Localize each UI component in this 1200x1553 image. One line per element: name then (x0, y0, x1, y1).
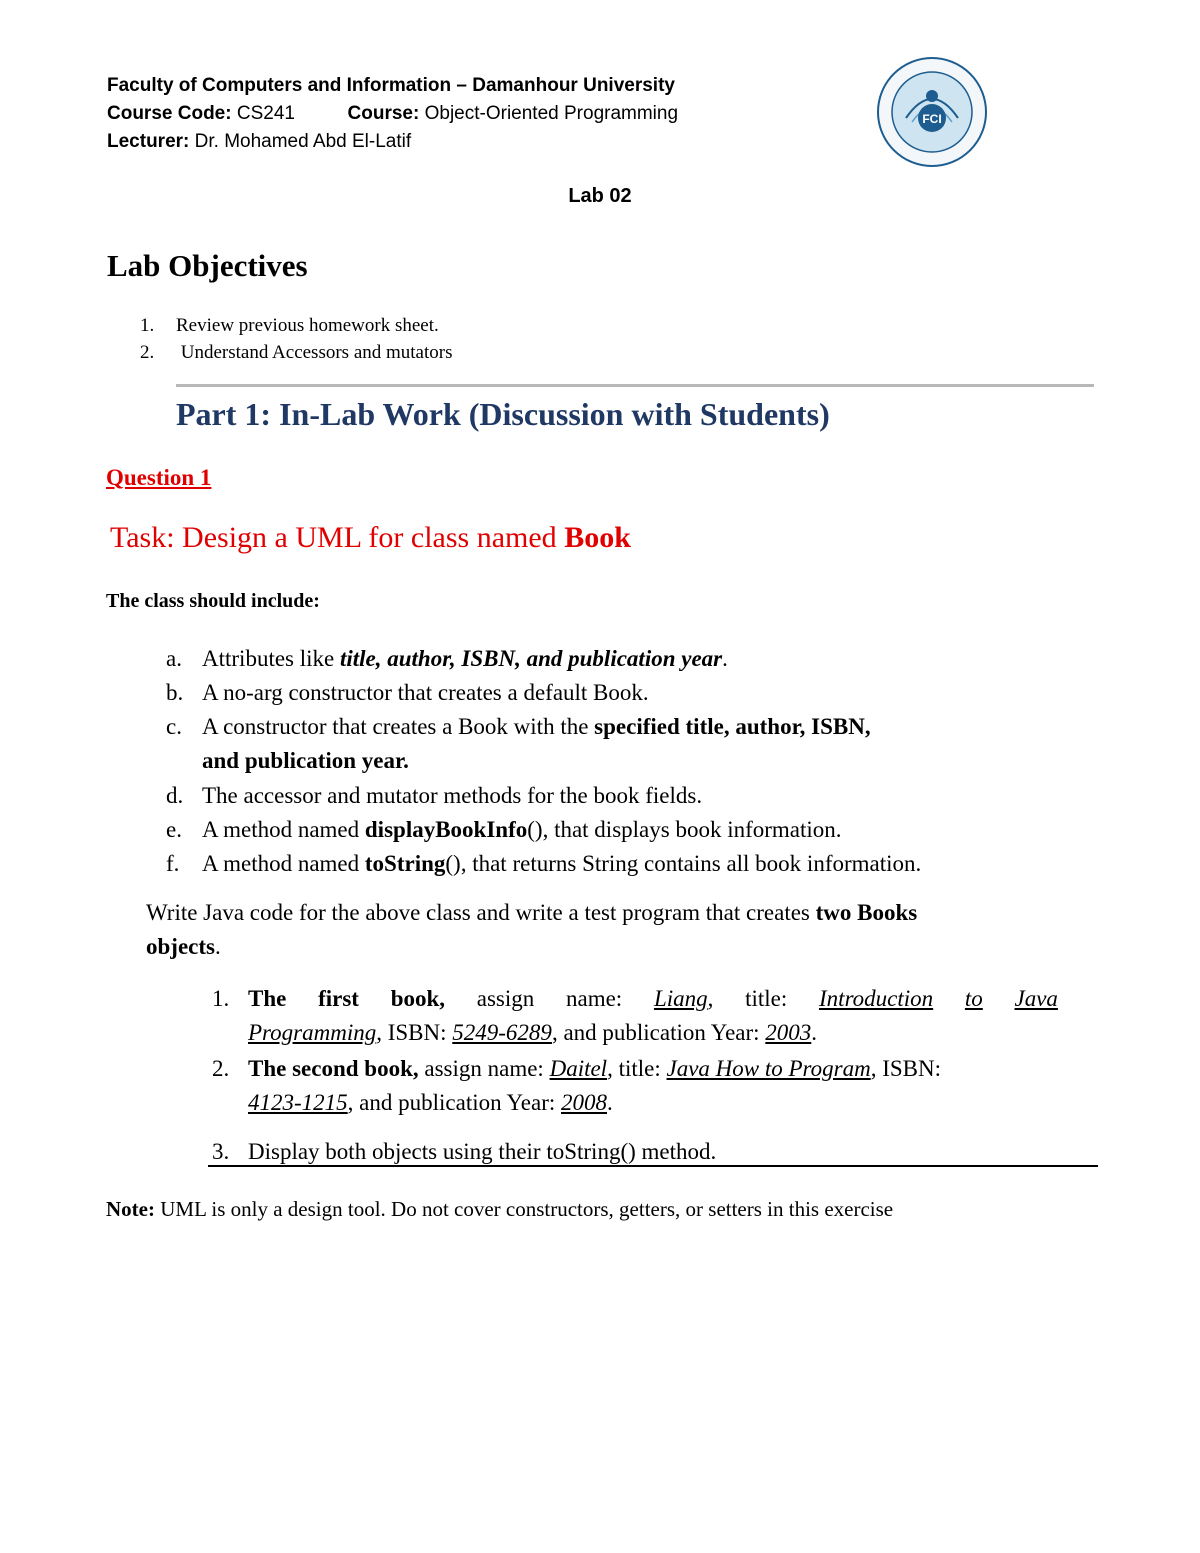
book-title-word: Java (1014, 986, 1058, 1011)
book-word: assign (476, 986, 535, 1011)
display-instruction: Display both objects using their toString() method. (248, 1139, 717, 1164)
list-marker: c. (166, 714, 182, 739)
course-line (107, 102, 678, 126)
requirement-emphasis: title, author, ISBN, and publication year (339, 646, 723, 671)
book-number: 1. (212, 986, 230, 1011)
task-statement (110, 521, 631, 555)
lecturer-label: Lecturer: (107, 131, 190, 152)
question-title: Question 1 (106, 465, 212, 490)
book-item-second (212, 1054, 941, 1084)
bottom-rule (208, 1165, 1098, 1167)
write-instruction-continued (146, 932, 221, 962)
include-intro: The class should include: (106, 590, 320, 612)
book-lead: The second book, (248, 1056, 419, 1081)
requirement-item (166, 815, 842, 845)
lecturer-name: Dr. Mohamed Abd El-Latif (194, 131, 412, 152)
book-punct: , (707, 986, 714, 1011)
objective-item (140, 342, 453, 364)
method-name: displayBookInfo (364, 817, 528, 842)
objective-text: Review previous homework sheet. (176, 315, 439, 336)
book-word: book, (390, 986, 446, 1011)
course-code: CS241 (236, 103, 295, 124)
course-label: Course: (347, 103, 420, 124)
year-label: , and publication Year: (551, 1020, 766, 1045)
book-word: The (248, 986, 287, 1011)
requirement-item (166, 849, 921, 879)
section-divider (176, 384, 1094, 387)
requirement-item (166, 644, 728, 674)
requirement-text: The accessor and mutator methods for the book fields. (202, 783, 703, 808)
requirement-text: A constructor that creates a Book with the (202, 714, 595, 739)
lab-title: Lab 02 (568, 185, 632, 207)
book-title-word: Introduction (819, 986, 934, 1011)
list-marker: b. (166, 680, 184, 705)
fci-logo (876, 56, 988, 168)
write-end: . (214, 934, 221, 959)
write-text: Write Java code for the above class and write a test program that creates (146, 900, 816, 925)
requirement-continuation (202, 746, 409, 776)
year-label: , and publication Year: (347, 1090, 562, 1115)
requirement-text: A method named (202, 851, 365, 876)
title-label: , title: (607, 1056, 667, 1081)
book-punct: . (811, 1020, 818, 1045)
method-name: toString (364, 851, 446, 876)
write-bold: objects (146, 934, 215, 959)
requirement-bold: and publication year. (202, 748, 409, 773)
book-isbn: 5249-6289 (452, 1020, 552, 1045)
task-prefix: Task: Design a UML for class named (110, 521, 565, 554)
book-title-word: Programming (248, 1020, 377, 1045)
objective-item (140, 315, 439, 337)
book-number: 3. (212, 1139, 230, 1164)
book-item-first-continued (248, 1018, 817, 1048)
requirement-end: . (722, 646, 728, 671)
requirement-end: (), that displays book information. (527, 817, 842, 842)
requirement-item (166, 678, 649, 708)
book-number: 2. (212, 1056, 230, 1081)
list-marker: a. (166, 646, 182, 671)
isbn-label: , ISBN: (870, 1056, 942, 1081)
requirement-end: (), that returns String contains all book information. (445, 851, 922, 876)
requirement-text: A no-arg constructor that creates a default Book. (202, 680, 649, 705)
course-code-label: Course Code: (107, 103, 232, 124)
book-year: 2008 (561, 1090, 608, 1115)
list-marker: d. (166, 783, 184, 808)
book-title-word: to (964, 986, 983, 1011)
requirement-item (166, 781, 702, 811)
requirement-text: Attributes like (202, 646, 340, 671)
course-name: Object-Oriented Programming (424, 103, 679, 124)
book-item-first (212, 984, 1058, 1014)
list-marker: f. (166, 851, 180, 876)
task-class-name: Book (564, 521, 631, 554)
objective-number: 2. (140, 342, 155, 363)
logo-text: FCI (922, 112, 942, 126)
book-word: first (318, 986, 359, 1011)
requirement-bold: specified title, author, ISBN, (594, 714, 871, 739)
book-word: title: (745, 986, 788, 1011)
objective-text: Understand Accessors and mutators (176, 342, 453, 363)
write-bold: two Books (815, 900, 918, 925)
book-author: Daitel (549, 1056, 608, 1081)
requirement-text: A method named (202, 817, 365, 842)
write-instruction (146, 898, 917, 928)
lecturer-line (107, 130, 411, 154)
note-text: UML is only a design tool. Do not cover constructors, getters, or setters in this exercise (154, 1197, 894, 1221)
book-punct: . (607, 1090, 613, 1115)
book-title: Java How to Program (666, 1056, 871, 1081)
part-title: Part 1: In-Lab Work (Discussion with Students) (176, 396, 830, 432)
book-item-second-continued (248, 1088, 613, 1118)
objective-number: 1. (140, 315, 155, 336)
note-label: Note: (106, 1197, 155, 1221)
requirement-item (166, 712, 871, 742)
objectives-title: Lab Objectives (107, 248, 308, 283)
book-year: 2003 (765, 1020, 812, 1045)
book-item-third (212, 1137, 716, 1167)
book-isbn: 4123-1215 (248, 1090, 348, 1115)
note (106, 1197, 893, 1222)
isbn-label: , ISBN: (376, 1020, 453, 1045)
book-author: Liang (653, 986, 708, 1011)
list-marker: e. (166, 817, 182, 842)
faculty-header: Faculty of Computers and Information – Damanhour University (107, 75, 675, 96)
name-label: assign name: (418, 1056, 550, 1081)
book-word: name: (566, 986, 623, 1011)
